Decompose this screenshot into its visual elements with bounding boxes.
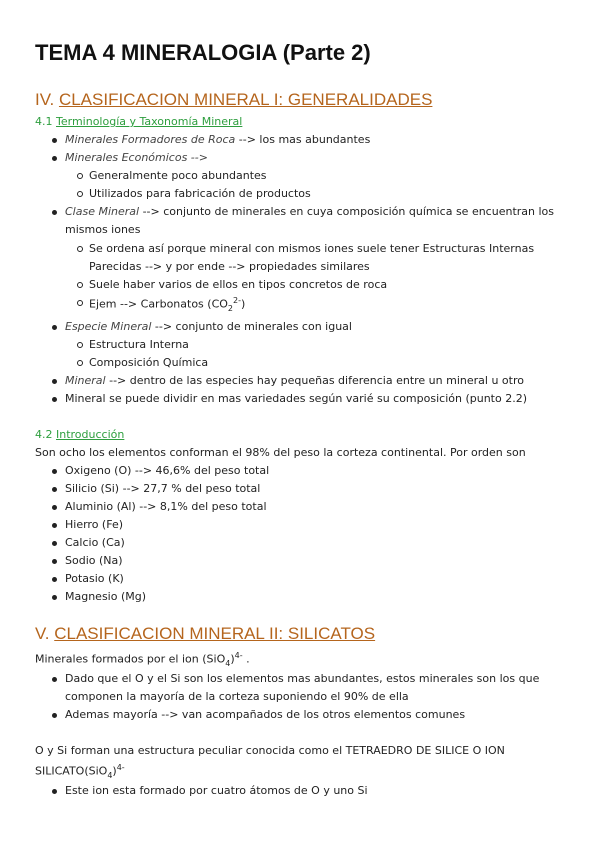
term: Mineral: [65, 374, 106, 387]
description: --> conjunto de minerales con igual: [151, 320, 352, 333]
formula-close: ): [112, 764, 117, 778]
list-item: [65, 320, 352, 333]
formula-superscript: 4-: [116, 763, 125, 772]
sub-list-item: [89, 296, 245, 313]
text-prefix: SILICATO(SiO: [35, 764, 108, 778]
formula-superscript: 2-: [233, 296, 241, 305]
sub-list-item: Composición Química: [89, 356, 209, 369]
term: Minerales Formadores de Roca: [65, 133, 236, 146]
list-item: Dado que el O y el Si son los elementos mas abundantes, estos minerales son los que: [65, 672, 540, 685]
element-list-item: Aluminio (Al) --> 8,1% del peso total: [65, 500, 267, 513]
element-list-item: Calcio (Ca): [65, 536, 125, 549]
term: Clase Mineral: [65, 205, 140, 218]
list-item: [65, 205, 554, 218]
formula-subscript: 4: [107, 770, 113, 780]
description: -->: [187, 151, 208, 164]
subsection-4-2-title[interactable]: Introducción: [56, 428, 125, 441]
list-item-continuation: mismos iones: [65, 223, 141, 236]
description: --> los mas abundantes: [235, 133, 371, 146]
subsection-4-1-number: 4.1: [35, 115, 56, 128]
list-item: Ademas mayoría --> van acompañados de los otros elementos comunes: [65, 708, 466, 721]
element-list-item: Oxigeno (O) --> 46,6% del peso total: [65, 464, 270, 477]
formula-superscript: 4-: [234, 651, 243, 660]
subsection-4-2-heading: [35, 428, 124, 441]
sub-list-item: Se ordena así porque mineral con mismos iones suele tener Estructuras Internas: [89, 242, 535, 255]
formula-prefix: Ejem --> Carbonatos (CO: [89, 297, 228, 311]
list-item: [65, 151, 208, 164]
text-prefix: Minerales formados por el ion (SiO: [35, 652, 226, 666]
list-item: [65, 374, 524, 387]
text-suffix: .: [242, 652, 250, 666]
tetrahedron-paragraph-line1: O y Si forman una estructura peculiar conocida como el TETRAEDRO DE SILICE O ION: [35, 744, 505, 757]
list-item: Mineral se puede dividir en mas variedades según varié su composición (punto 2.2): [65, 392, 527, 405]
section-v-heading: [35, 624, 375, 644]
sub-list-item: Estructura Interna: [89, 338, 189, 351]
section-iv-title: CLASIFICACION MINERAL I: GENERALIDADES: [58, 90, 433, 109]
list-item-continuation: componen la mayoría de la corteza suponiendo el 90% de ella: [65, 690, 409, 703]
section-iv-heading: [35, 90, 432, 110]
sub-list-item: Suele haber varios de ellos en tipos concretos de roca: [89, 278, 388, 291]
formula-subscript: 4: [225, 658, 231, 668]
element-list-item: Sodio (Na): [65, 554, 123, 567]
section-v-title: CLASIFICACION MINERAL II: SILICATOS: [54, 624, 376, 643]
subsection-4-2-number: 4.2: [35, 428, 56, 441]
subsection-4-1-title[interactable]: Terminología y Taxonomía Mineral: [56, 115, 243, 128]
silicate-intro: [35, 651, 250, 668]
intro-paragraph: Son ocho los elementos conforman el 98% del peso la corteza continental. Por orden son: [35, 446, 526, 459]
sub-list-item-continuation: Parecidas --> y por ende --> propiedades similares: [89, 260, 370, 273]
description: --> dentro de las especies hay pequeñas diferencia entre un mineral u otro: [105, 374, 524, 387]
section-iv-number: IV.: [35, 90, 59, 109]
formula-suffix: ): [241, 297, 246, 311]
term: Minerales Económicos: [65, 151, 188, 164]
list-item: [65, 133, 370, 146]
tetrahedron-paragraph-line2: [35, 763, 125, 780]
subsection-4-1-heading: [35, 115, 242, 128]
element-list-item: Potasio (K): [65, 572, 124, 585]
formula-subscript: 2: [227, 303, 234, 313]
list-item: Este ion esta formado por cuatro átomos de O y uno Si: [65, 784, 368, 797]
formula-close: ): [230, 652, 235, 666]
description: --> conjunto de minerales en cuya composición química se encuentran los: [139, 205, 555, 218]
term: Especie Mineral: [65, 320, 152, 333]
element-list-item: Magnesio (Mg): [65, 590, 147, 603]
section-v-number: V.: [35, 624, 55, 643]
element-list-item: Hierro (Fe): [65, 518, 124, 531]
sub-list-item: Generalmente poco abundantes: [89, 169, 267, 182]
element-list-item: Silicio (Si) --> 27,7 % del peso total: [65, 482, 261, 495]
page-title: TEMA 4 MINERALOGIA (Parte 2): [35, 40, 371, 65]
sub-list-item: Utilizados para fabricación de productos: [89, 187, 311, 200]
